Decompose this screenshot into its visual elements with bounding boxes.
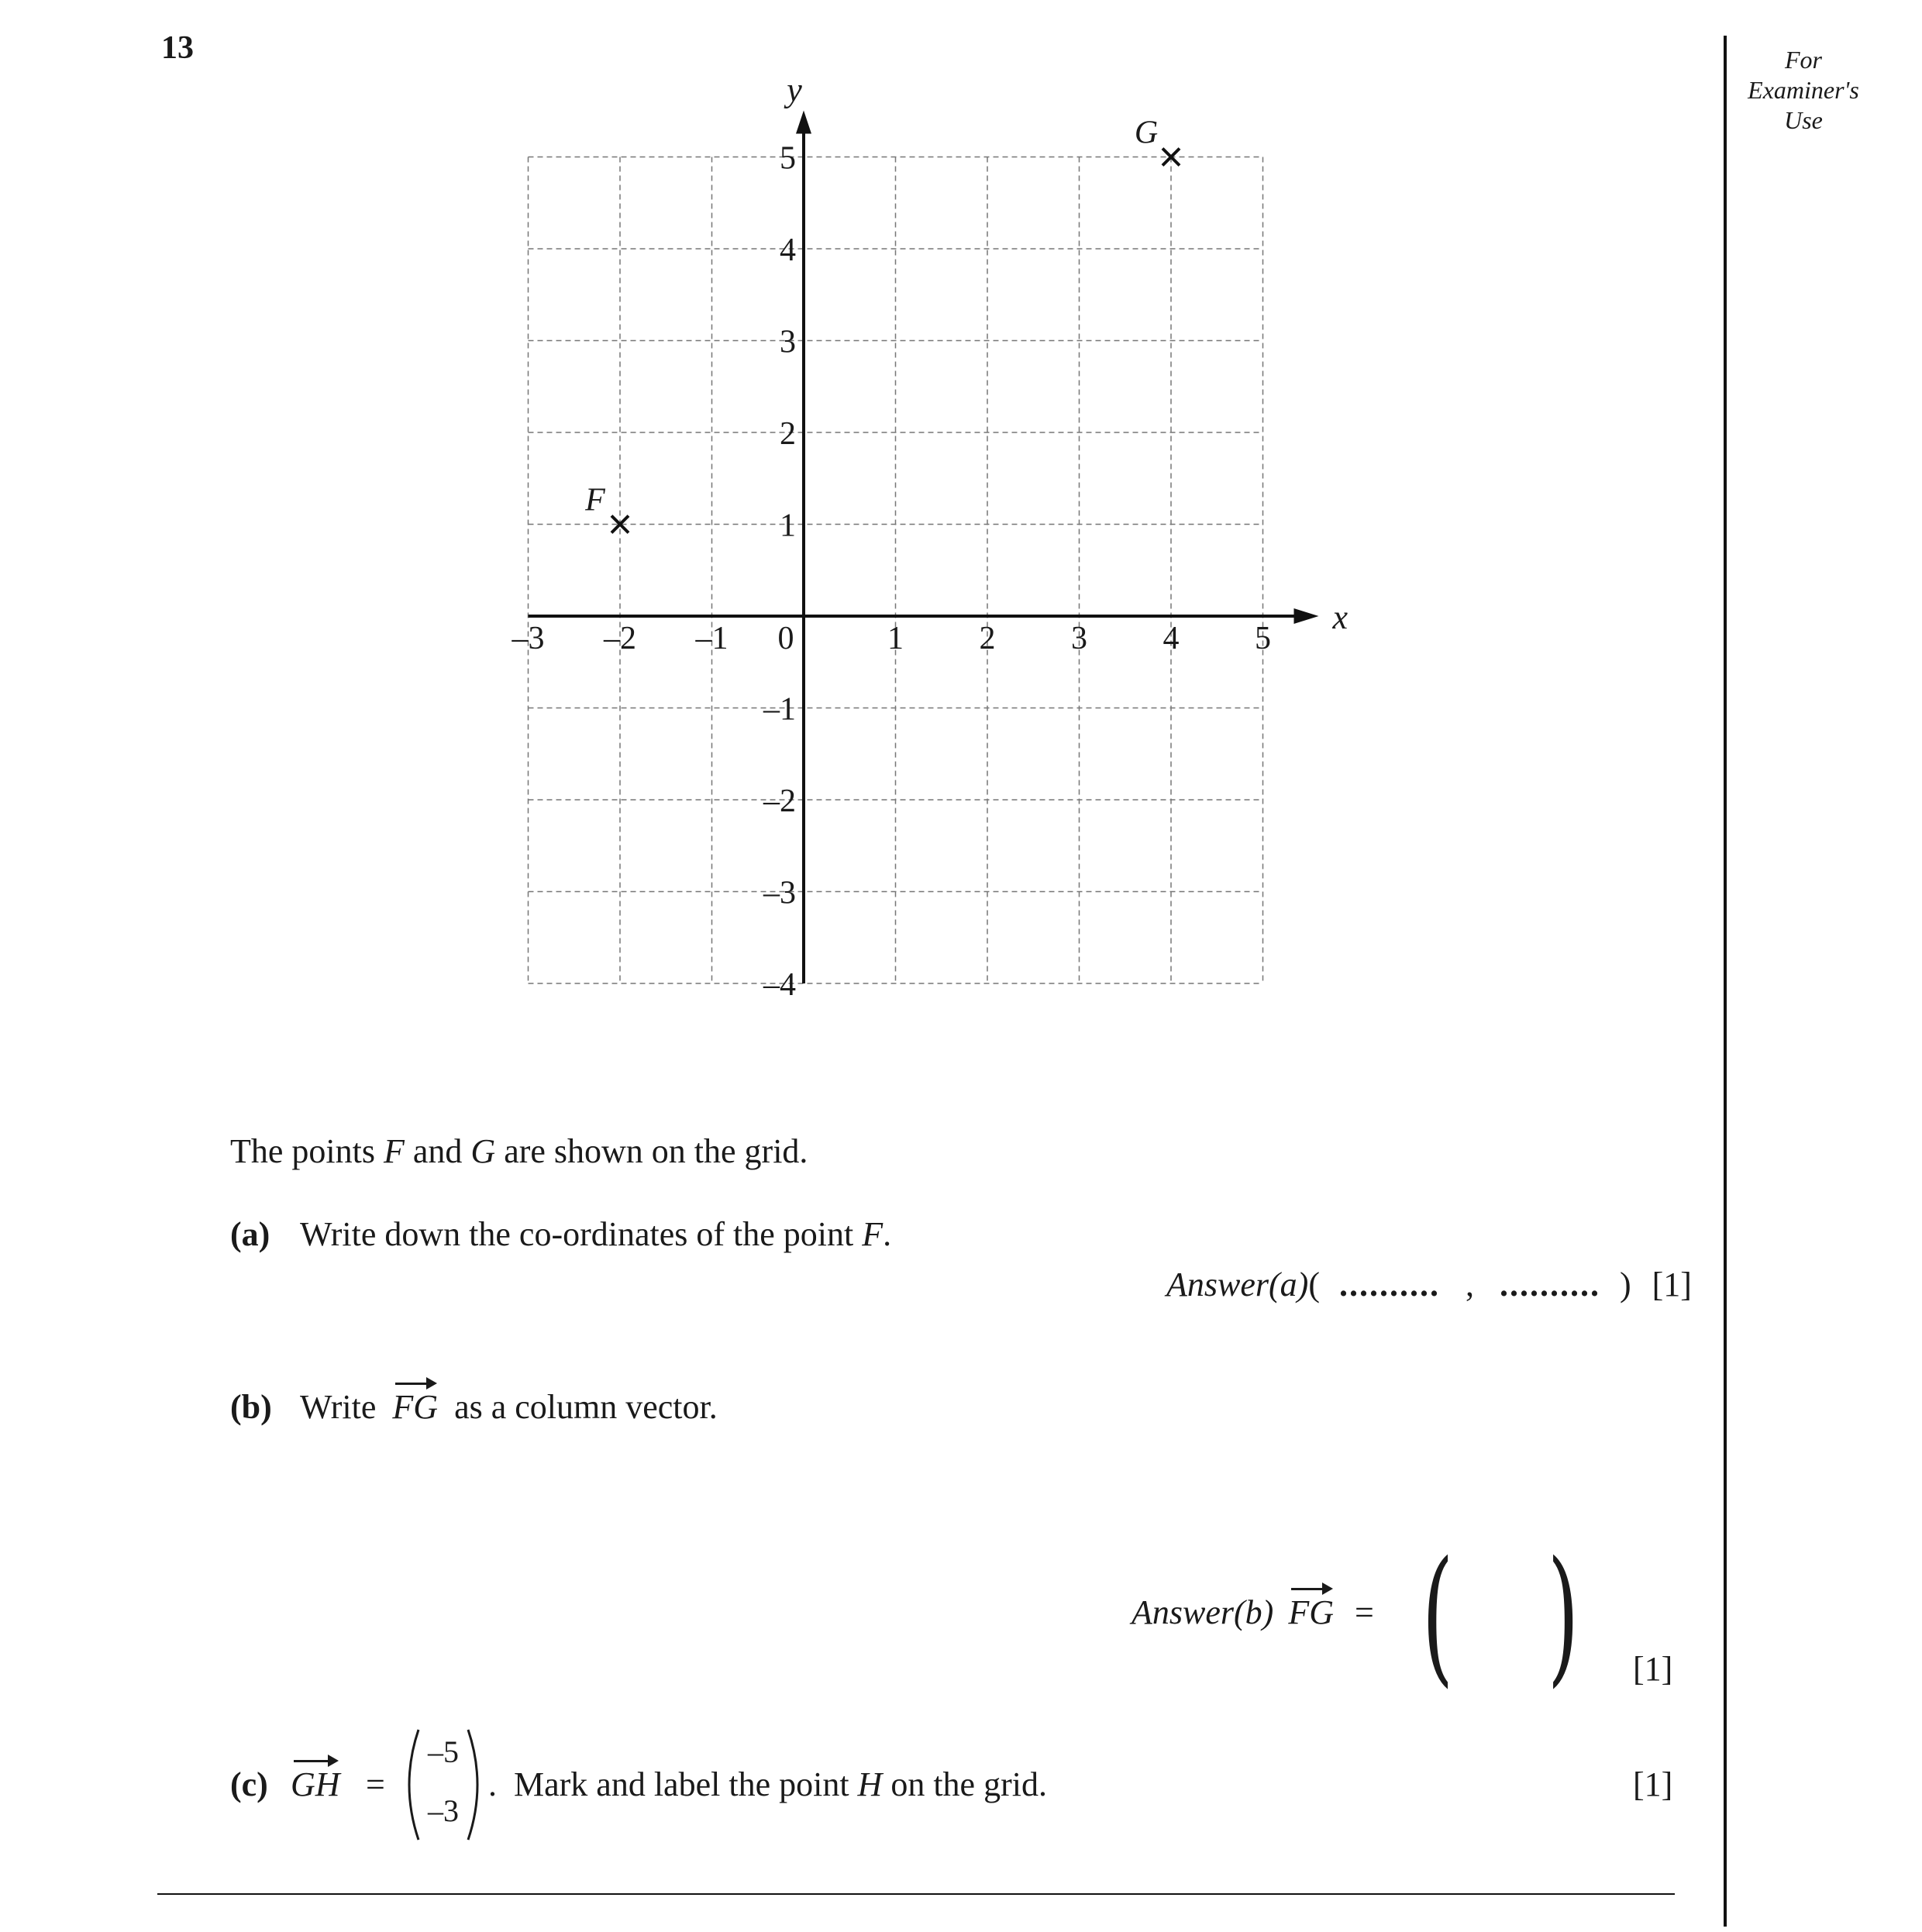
part-b-vector-fg: FG xyxy=(392,1388,439,1426)
part-c-vector-gh xyxy=(291,1765,340,1804)
answer-b-vector-fg: FG xyxy=(1288,1593,1334,1631)
part-a-label: (a) xyxy=(230,1215,270,1253)
grid-intro-text xyxy=(230,1131,808,1171)
x-tick-label: –1 xyxy=(695,621,728,656)
y-axis-arrow xyxy=(796,111,811,134)
point-g-label: G xyxy=(1134,115,1159,151)
part-a-text-1: Write down the co-ordinates of the point xyxy=(300,1215,863,1253)
x-tick-label: 3 xyxy=(1071,621,1087,656)
part-a-text-2: . xyxy=(883,1215,892,1253)
bottom-rule xyxy=(157,1893,1675,1895)
part-b-text-1: Write xyxy=(300,1388,377,1426)
point-f-label: F xyxy=(585,482,605,518)
y-tick-label: 1 xyxy=(780,508,796,544)
examiner-use-line-3: Use xyxy=(1784,106,1823,134)
x-tick-label: –3 xyxy=(512,621,545,656)
part-b-question xyxy=(300,1387,718,1427)
part-a-point: F xyxy=(862,1215,884,1253)
answer-a-y-field[interactable]: .......... xyxy=(1499,1266,1600,1303)
y-tick-label: –4 xyxy=(763,967,796,1003)
part-c-vector-gh-text: GH xyxy=(291,1765,340,1803)
intro-part-2: and xyxy=(404,1132,471,1170)
answer-b-marks: [1] xyxy=(1633,1650,1673,1688)
part-c-text-1: . Mark and label the point xyxy=(488,1765,858,1803)
x-tick-label: 2 xyxy=(979,621,996,656)
answer-a-x-field[interactable]: .......... xyxy=(1338,1266,1440,1303)
x-tick-label: –2 xyxy=(604,621,636,656)
y-tick-label: –1 xyxy=(763,691,796,728)
intro-part-3: are shown on the grid. xyxy=(495,1132,808,1170)
part-c-point-h: H xyxy=(857,1765,883,1803)
y-tick-label: 2 xyxy=(780,416,796,452)
examiner-use-line-2: Examiner's xyxy=(1748,76,1859,104)
part-c-vector-top: –5 xyxy=(428,1734,459,1769)
answer-b-right-paren: ) xyxy=(1547,1530,1579,1701)
answer-b-line xyxy=(1132,1593,1374,1632)
x-tick-label: 5 xyxy=(1255,621,1271,656)
x-tick-label: 0 xyxy=(777,621,794,656)
answer-b-left-paren: ( xyxy=(1421,1530,1454,1701)
part-c-label: (c) xyxy=(230,1765,268,1803)
part-a-question xyxy=(300,1214,891,1254)
part-c-text-2: on the grid. xyxy=(882,1765,1047,1803)
intro-point-f: F xyxy=(383,1132,405,1170)
examiner-use-line-1: For xyxy=(1785,46,1822,74)
part-b-text-2: as a column vector. xyxy=(454,1388,718,1426)
y-tick-label: 4 xyxy=(780,232,796,268)
y-tick-label: 3 xyxy=(780,324,796,360)
part-c-vector-bottom: –3 xyxy=(428,1793,459,1828)
x-axis-label: x xyxy=(1332,598,1348,636)
answer-a-label: Answer(a) xyxy=(1166,1266,1309,1303)
answer-a-line xyxy=(1166,1265,1692,1304)
y-tick-label: 5 xyxy=(780,140,796,177)
x-tick-label: 1 xyxy=(887,621,904,656)
answer-a-marks: [1] xyxy=(1652,1266,1692,1303)
answer-b-column-vector-field[interactable] xyxy=(1463,1581,1525,1674)
y-axis-label: y xyxy=(787,71,802,109)
question-number: 13 xyxy=(161,30,194,66)
part-b-label: (b) xyxy=(230,1388,272,1426)
intro-part-1: The points xyxy=(230,1132,384,1170)
answer-a-close-paren: ) xyxy=(1619,1266,1631,1303)
x-axis-arrow xyxy=(1294,608,1319,624)
y-tick-label: –3 xyxy=(763,875,796,911)
answer-a-comma: , xyxy=(1465,1266,1474,1303)
part-c-marks: [1] xyxy=(1633,1765,1673,1803)
y-tick-label: –2 xyxy=(763,783,796,819)
answer-b-equals: = xyxy=(1354,1593,1374,1631)
intro-point-g: G xyxy=(470,1132,496,1170)
answer-a-open-paren: ( xyxy=(1308,1266,1320,1303)
part-c-equals: = xyxy=(366,1765,385,1803)
answer-b-label: Answer(b) xyxy=(1132,1593,1274,1631)
part-c-instruction xyxy=(488,1765,1047,1804)
x-tick-label: 4 xyxy=(1162,621,1180,656)
